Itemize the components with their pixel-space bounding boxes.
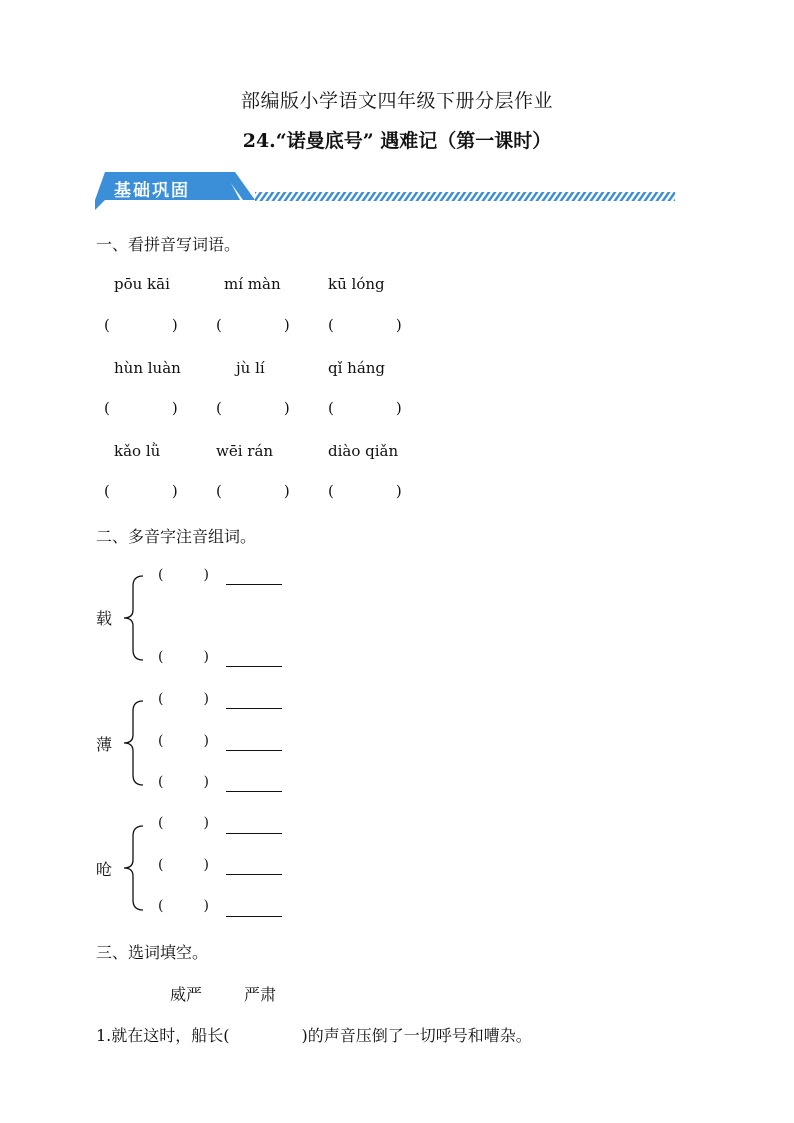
pinyin-slot[interactable]: ( ) [158,898,209,914]
word-blank[interactable] [226,833,282,834]
word-blank[interactable] [226,708,282,709]
pinyin-slot[interactable]: ( ) [158,857,209,873]
pinyin-slot[interactable]: ( ) [158,815,209,831]
brace-icon [118,697,148,789]
pinyin-r3c1: kǎo lǜ [114,442,161,460]
pinyin-r2c3: qǐ háng [328,359,386,377]
pinyin-r3c3: diào qiǎn [328,442,399,460]
banner-stripes [255,192,675,201]
paren-left: ( [104,399,110,417]
pinyin-slot[interactable]: ( ) [158,649,209,665]
answer-box-r1c1[interactable] [104,316,178,334]
pinyin-r1c1: pōu kāi [114,275,170,293]
paren-right: ) [171,399,178,417]
section3-heading: 三、选词填空。 [96,943,209,962]
word-blank[interactable] [226,874,282,875]
pinyin-slot[interactable]: ( ) [158,774,209,790]
section1-heading: 一、看拼音写词语。 [96,235,241,254]
word-option-1: 威严 [170,985,203,1004]
page-title: 部编版小学语文四年级下册分层作业 [240,90,553,112]
paren-right: ) [283,482,290,500]
pinyin-r2c2: jù lí [236,359,265,377]
pinyin-slot[interactable]: ( ) [158,691,209,707]
paren-right: ) [283,399,290,417]
pinyin-r3c2: wēi rán [216,442,274,460]
banner-label: 基础巩固 [114,181,190,201]
paren-right: ) [283,316,290,334]
word-blank[interactable] [226,916,282,917]
word-blank[interactable] [226,791,282,792]
poly-char-qiang: 呛 [96,860,113,879]
paren-left: ( [328,482,334,500]
paren-right: ) [171,482,178,500]
paren-left: ( [216,399,222,417]
paren-left: ( [104,316,110,334]
word-option-2: 严肃 [244,985,277,1004]
answer-box-r3c2[interactable] [216,482,290,500]
word-blank[interactable] [226,750,282,751]
brace-icon [118,822,148,914]
pinyin-slot[interactable]: ( ) [158,733,209,749]
paren-right: ) [395,316,402,334]
answer-box-r2c3[interactable] [328,399,402,417]
brace-icon [118,572,148,664]
paren-left: ( [216,316,222,334]
paren-left: ( [216,482,222,500]
paren-left: ( [104,482,110,500]
paren-right: ) [395,399,402,417]
question-1 [96,1023,532,1046]
question-1-before: 1.就在这时，船长( [96,1026,230,1045]
answer-box-r1c2[interactable] [216,316,290,334]
word-blank[interactable] [226,666,282,667]
answer-box-r1c3[interactable] [328,316,402,334]
answer-box-r2c1[interactable] [104,399,178,417]
poly-char-zai: 载 [96,609,113,628]
paren-left: ( [328,316,334,334]
section2-heading: 二、多音字注音组词。 [96,527,257,546]
paren-right: ) [395,482,402,500]
pinyin-r1c3: kū lóng [328,275,385,293]
word-blank[interactable] [226,584,282,585]
paren-left: ( [328,399,334,417]
pinyin-r2c1: hùn luàn [114,359,181,377]
paren-right: ) [171,316,178,334]
answer-box-r3c1[interactable] [104,482,178,500]
poly-char-bao: 薄 [96,735,113,754]
question-1-after: )的声音压倒了一切呼号和嘈杂。 [301,1026,532,1045]
answer-box-r2c2[interactable] [216,399,290,417]
answer-box-r3c3[interactable] [328,482,402,500]
pinyin-r1c2: mí màn [224,275,281,293]
pinyin-slot[interactable]: ( ) [158,567,209,583]
lesson-title: 24.“诺曼底号” 遇难记（第一课时） [242,130,552,152]
